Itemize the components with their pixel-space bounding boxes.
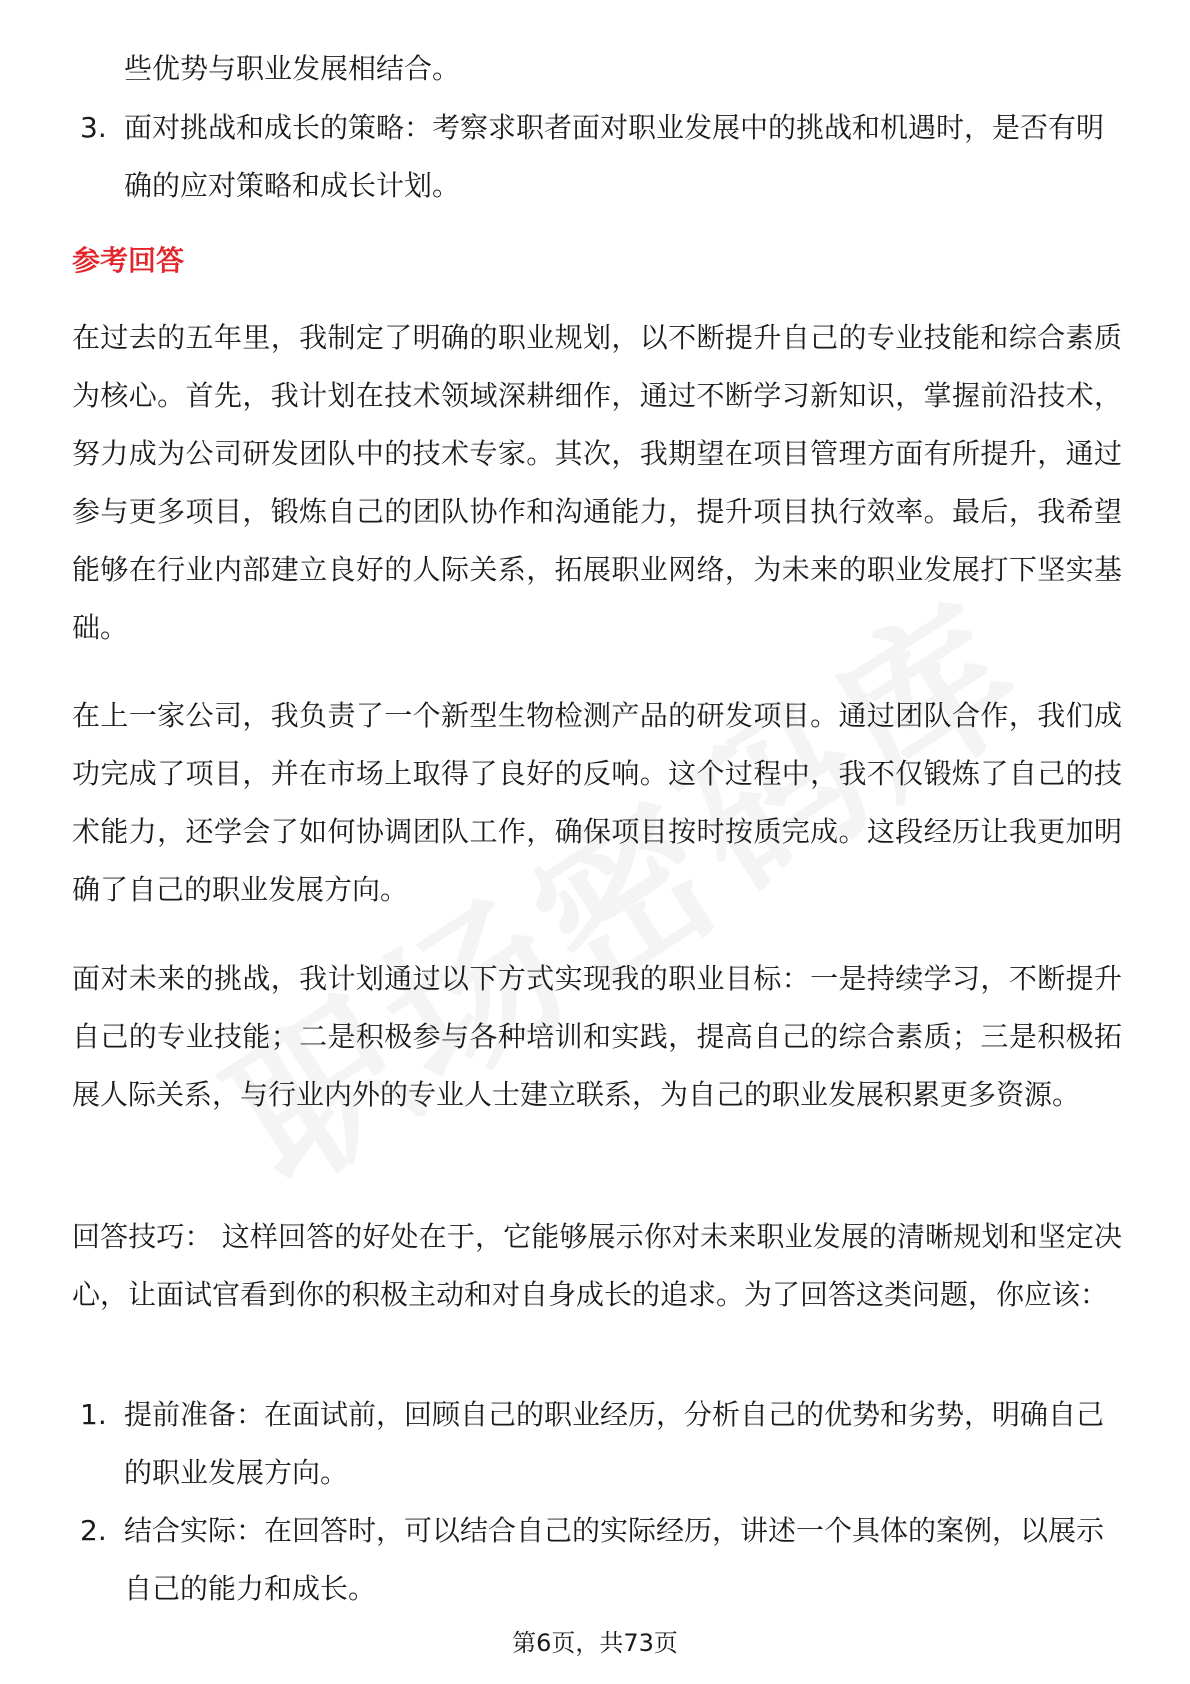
answer-paragraph: 在上一家公司，我负责了一个新型生物检测产品的研发项目。通过团队合作，我们成功完成了项目，并在市场上取得了良好的反响。这个过程中，我不仅锻炼了自己的技术能力，还学会了如何协调团队工作，确保项目按时按质完成。这段经历让我更加明确了自己的职业发展方向。 bbox=[72, 699, 1122, 906]
answer-paragraph: 在过去的五年里，我制定了明确的职业规划，以不断提升自己的专业技能和综合素质为核心。首先，我计划在技术领域深耕细作，通过不断学习新知识，掌握前沿技术，努力成为公司研发团队中的技术专家。其次，我期望在项目管理方面有所提升，通过参与更多项目，锻炼自己的团队协作和沟通能力，提升项目执行效率。最后，我希望能够在行业内部建立良好的人际关系，拓展职业网络，为未来的职业发展打下坚实基础。 bbox=[72, 321, 1122, 644]
list-item-text: 提前准备：在面试前，回顾自己的职业经历，分析自己的优势和劣势，明确自己的职业发展方向。 bbox=[124, 1398, 1105, 1489]
answer-paragraph: 面对未来的挑战，我计划通过以下方式实现我的职业目标：一是持续学习，不断提升自己的专业技能；二是积极参与各种培训和实践，提高自己的综合素质；三是积极拓展人际关系，与行业内外的专业人士建立联系，为自己的职业发展积累更多资源。 bbox=[72, 962, 1122, 1111]
list-item bbox=[72, 1502, 1122, 1618]
list-number: 1. bbox=[80, 1398, 107, 1431]
tips-paragraph: 回答技巧： 这样回答的好处在于，它能够展示你对未来职业发展的清晰规划和坚定决心，让面试官看到你的积极主动和对自身成长的追求。为了回答这类问题，你应该： bbox=[72, 1220, 1122, 1311]
list-item-text: 结合实际：在回答时，可以结合自己的实际经历，讲述一个具体的案例，以展示自己的能力和成长。 bbox=[124, 1514, 1105, 1605]
tips-list bbox=[72, 1386, 1122, 1618]
list-item-text: 面对挑战和成长的策略：考察求职者面对职业发展中的挑战和机遇时，是否有明确的应对策略和成长计划。 bbox=[124, 111, 1105, 202]
page-footer: 第6页，共73页 bbox=[512, 1629, 678, 1657]
list-item bbox=[72, 99, 1122, 215]
list-item bbox=[72, 1386, 1122, 1502]
list-number: 2. bbox=[80, 1514, 107, 1547]
section-heading: 参考回答 bbox=[72, 244, 185, 277]
criteria-list bbox=[72, 99, 1122, 215]
list-number: 3. bbox=[80, 111, 107, 144]
continued-text: 些优势与职业发展相结合。 bbox=[124, 52, 461, 85]
